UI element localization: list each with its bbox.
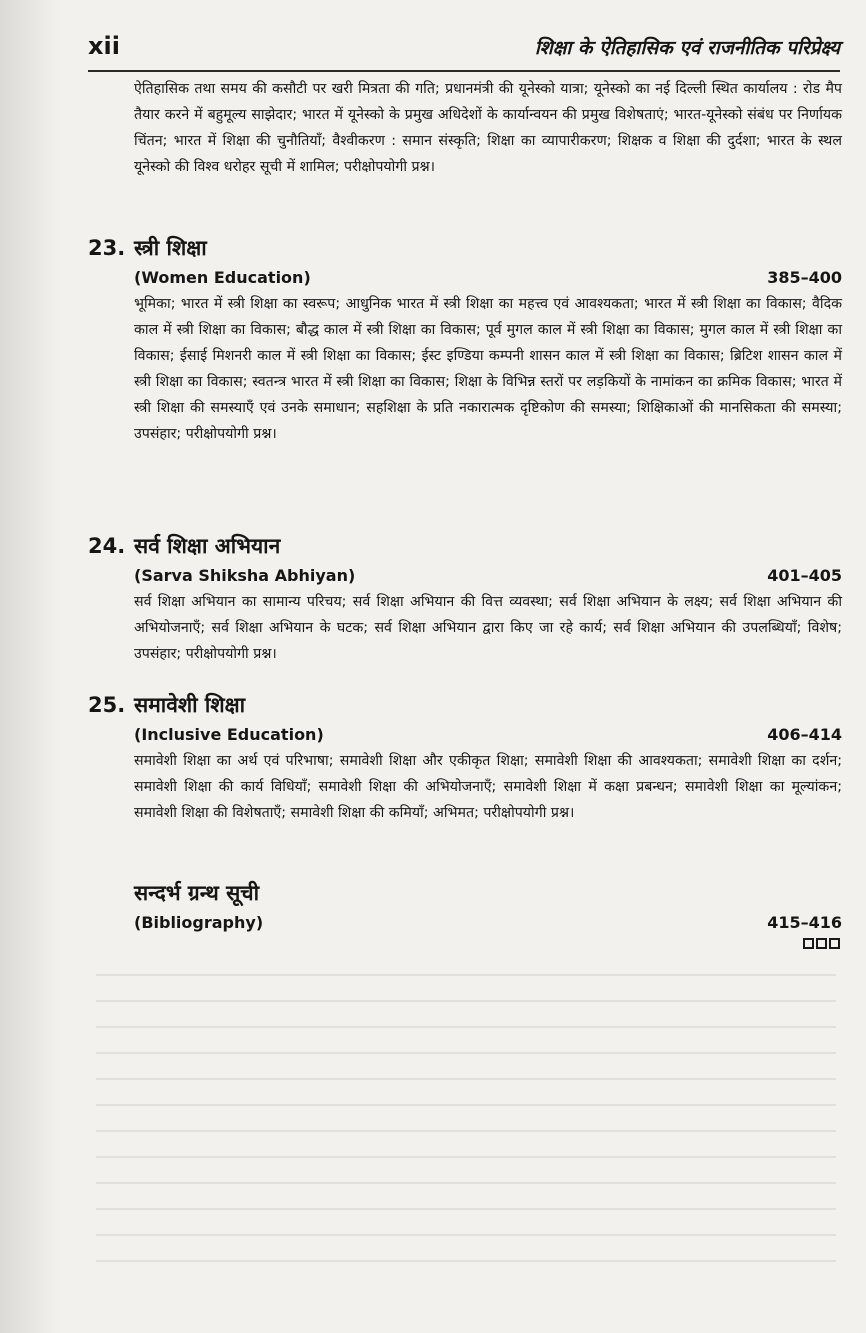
show-through-text — [96, 950, 836, 1280]
bibliography-subtitle: (Bibliography) — [134, 913, 264, 932]
chapter-number: 23. — [88, 236, 126, 260]
chapter-subtitle-row — [134, 722, 842, 748]
end-of-section-mark — [803, 938, 840, 949]
page-edge-shadow — [0, 0, 60, 1333]
chapter-subtitle: (Inclusive Education) — [134, 725, 324, 744]
bibliography-subtitle-row — [134, 910, 842, 936]
chapter-title: समावेशी शिक्षा — [134, 693, 246, 717]
chapter-pages: 406–414 — [767, 725, 842, 744]
chapter-subtitle: (Sarva Shiksha Abhiyan) — [134, 566, 356, 585]
chapter-body: समावेशी शिक्षा का अर्थ एवं परिभाषा; समावेशी शिक्षा और एकीकृत शिक्षा; समावेशी शिक्षा की आवश्यकता; समावेशी शिक्षा का दर्शन; समावेशी शिक्षा की कार्य विधियाँ; समावेशी शिक्षा की अभियोजनाएँ; समावेशी शिक्षा में कक्षा प्रबन्धन; समावेशी शिक्षा का मूल्यांकन; समावेशी शिक्षा की विशेषताएँ; समावेशी शिक्षा की कमियाँ; अभिमत; परीक्षोपयोगी प्रश्न। — [134, 753, 842, 821]
chapter-heading — [88, 529, 842, 563]
running-title: शिक्षा के ऐतिहासिक एवं राजनीतिक परिप्रेक्ष्य — [534, 37, 840, 59]
chapter-body: भूमिका; भारत में स्त्री शिक्षा का स्वरूप; आधुनिक भारत में स्त्री शिक्षा का महत्त्व एवं आवश्यकता; भारत में स्त्री शिक्षा का विकास; वैदिक काल में स्त्री शिक्षा का विकास; बौद्ध काल में स्त्री शिक्षा का विकास; पूर्व मुगल काल में स्त्री शिक्षा का विकास; मुगल काल में स्त्री शिक्षा का विकास; ईसाई मिशनरी काल में स्त्री शिक्षा का विकास; ईस्ट इण्डिया कम्पनी शासन काल में स्त्री शिक्षा का विकास; ब्रिटिश शासन काल में स्त्री शिक्षा का विकास; स्वतन्त्र भारत में स्त्री शिक्षा का विकास; शिक्षा के विभिन्न स्तरों पर लड़कियों के नामांकन का क्रमिक विकास; भारत में स्त्री शिक्षा की समस्याएँ एवं उनके समाधान; सहशिक्षा के प्रति नकारात्मक दृष्टिकोण की समस्या; शिक्षिकाओं की मानसिकता की समस्या; उपसंहार; परीक्षोपयोगी प्रश्न। — [134, 296, 842, 442]
chapter-title: स्त्री शिक्षा — [134, 236, 207, 260]
chapter-subtitle-row — [134, 563, 842, 589]
chapter-subtitle: (Women Education) — [134, 268, 311, 287]
chapter-title: सर्व शिक्षा अभियान — [134, 534, 281, 558]
chapter-heading — [88, 688, 842, 722]
chapter-25 — [88, 688, 842, 826]
chapter-23 — [88, 231, 842, 447]
end-box-icon — [816, 938, 827, 949]
bibliography-pages: 415–416 — [767, 913, 842, 932]
page-number: xii — [88, 32, 120, 60]
end-box-icon — [803, 938, 814, 949]
chapter-subtitle-row — [134, 265, 842, 291]
bibliography-heading — [88, 876, 842, 910]
bibliography-title: सन्दर्भ ग्रन्थ सूची — [134, 881, 260, 905]
bibliography-entry — [88, 876, 842, 936]
chapter-pages: 385–400 — [767, 268, 842, 287]
chapter-heading — [88, 231, 842, 265]
chapter-number: 24. — [88, 534, 126, 558]
chapter-number: 25. — [88, 693, 126, 717]
chapter-pages: 401–405 — [767, 566, 842, 585]
chapter-24 — [88, 529, 842, 667]
page-header — [88, 30, 840, 72]
chapter-body: सर्व शिक्षा अभियान का सामान्य परिचय; सर्व शिक्षा अभियान की वित्त व्यवस्था; सर्व शिक्षा अभियान के लक्ष्य; सर्व शिक्षा अभियान की अभियोजनाएँ; सर्व शिक्षा अभियान के घटक; सर्व शिक्षा अभियान द्वारा किए जा रहे कार्य; सर्व शिक्षा अभियान की उपलब्धियाँ; विशेष; उपसंहार; परीक्षोपयोगी प्रश्न। — [134, 594, 842, 662]
end-box-icon — [829, 938, 840, 949]
intro-paragraph: ऐतिहासिक तथा समय की कसौटी पर खरी मित्रता की गति; प्रधानमंत्री की यूनेस्को यात्रा; यूनेस्को का नई दिल्ली स्थित कार्यालय : रोड मैप तैयार करने में बहुमूल्य साझेदार; भारत में यूनेस्को के प्रमुख अधिदेशों के कार्यान्वयन की प्रमुख विशेषताएं; भारत-यूनेस्को संबंध पर निर्णायक चिंतन; भारत में शिक्षा की चुनौतियाँ; वैश्वीकरण : समान संस्कृति; शिक्षा का व्यापारीकरण; शिक्षक व शिक्षा की दुर्दशा; भारत के स्थल यूनेस्को की विश्व धरोहर सूची में शामिल; परीक्षोपयोगी प्रश्न। — [134, 81, 842, 175]
